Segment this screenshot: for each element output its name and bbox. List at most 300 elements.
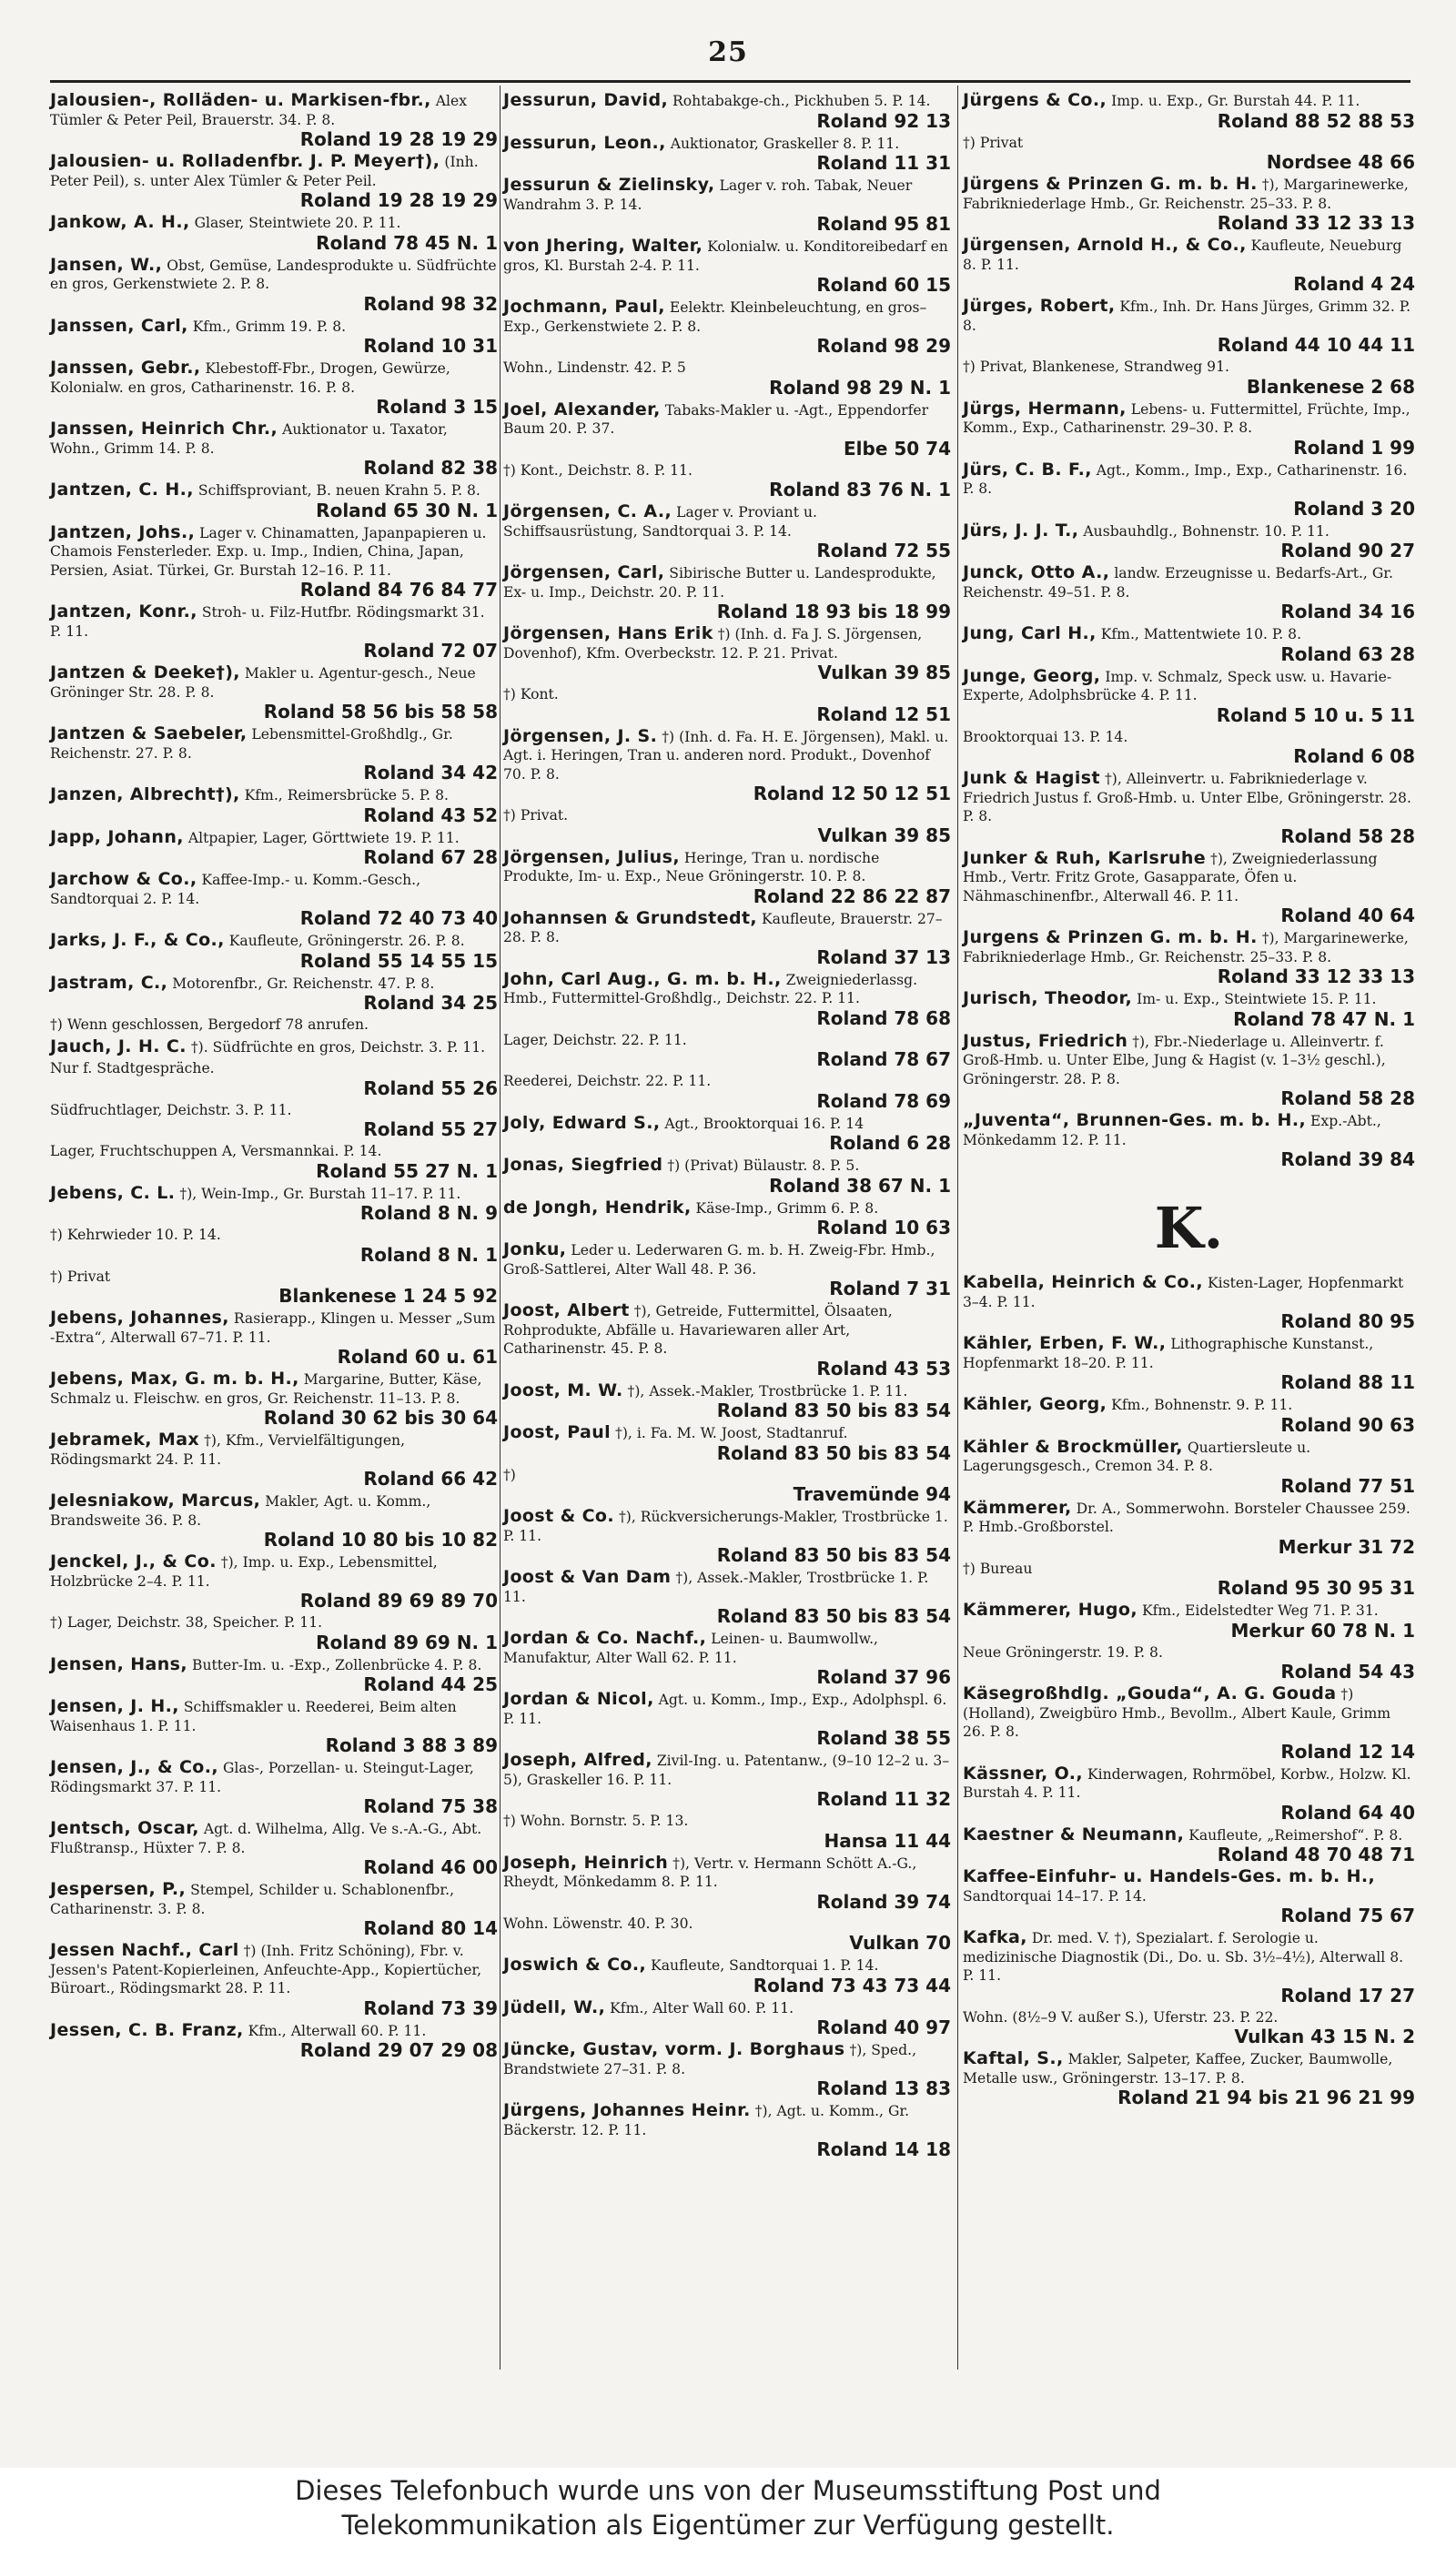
directory-entry xyxy=(503,1854,951,1912)
entry-description: †) Wenn geschlossen, Bergedorf 78 anrufen. xyxy=(50,1016,369,1033)
directory-entry xyxy=(503,1915,951,1954)
footer-line-1: Dieses Telefonbuch wurde uns von der Museumsstiftung Post und xyxy=(295,2475,1161,2506)
entry-description: Altpapier, Lager, Görttwiete 19. P. 11. xyxy=(187,829,460,846)
entry-description: Kfm., Inh. Dr. Hans Jürges, Grimm 32. P. 8. xyxy=(963,298,1411,334)
entry-name: Jörgensen, Hans Erik xyxy=(503,623,713,643)
directory-entry xyxy=(50,1369,498,1428)
entry-phone: Blankenese 2 68 xyxy=(1246,375,1415,398)
entry-name: Junge, Georg, xyxy=(963,665,1101,686)
directory-entry xyxy=(50,317,498,357)
entry-description: Eelektr. Kleinbeleuchtung, en gros–Exp., Gerkenstwiete 2. P. 8. xyxy=(503,299,927,335)
entry-phone: Roland 73 43 73 44 xyxy=(753,1974,951,1996)
entry-description: †) Privat, Blankenese, Strandweg 91. xyxy=(963,359,1229,375)
entry-phone: Roland 98 29 N. 1 xyxy=(769,376,951,399)
entry-name: Jürs, J. J. T., xyxy=(963,520,1079,541)
directory-entry xyxy=(50,213,498,253)
entry-description: Kfm., Reimersbrücke 5. P. 8. xyxy=(244,787,449,803)
directory-entry xyxy=(50,2021,498,2061)
entry-phone: Roland 78 45 N. 1 xyxy=(316,231,498,254)
entry-phone: Roland 89 69 N. 1 xyxy=(316,1631,498,1653)
directory-entry xyxy=(50,724,498,783)
entry-phone: Travemünde 94 xyxy=(793,1483,951,1505)
directory-entry xyxy=(503,848,951,906)
directory-entry xyxy=(503,1751,951,1809)
directory-entry xyxy=(50,1184,498,1224)
entry-description: †), Fbr.-Niederlage u. Alleinvertr. f. Groß-Hmb. u. Unter Elbe, Jung & Hagist (v. 1–3½ geschl.), Gröningerstr. 28. P. 8. xyxy=(963,1033,1386,1087)
entry-name: Jürges, Robert, xyxy=(963,296,1116,316)
directory-entry xyxy=(503,1072,951,1111)
entry-phone: Merkur 60 78 N. 1 xyxy=(1230,1619,1415,1642)
entry-phone: Roland 44 10 44 11 xyxy=(1217,334,1415,356)
directory-entry xyxy=(50,1101,498,1140)
entry-name: Jordan & Nicol, xyxy=(503,1689,654,1709)
entry-phone: Roland 55 26 xyxy=(363,1076,498,1099)
entry-name: Joel, Alexander, xyxy=(503,399,661,419)
entry-description: Alex Tümler & Peter Peil, Brauerstr. 34. P. 8. xyxy=(50,93,468,128)
directory-entry xyxy=(503,359,951,398)
directory-entry xyxy=(50,602,498,661)
entry-name: Jalousien-, Rolläden- u. Markisen-fbr., xyxy=(50,90,431,110)
directory-entry xyxy=(50,1142,498,1181)
entry-description: Agt. u. Komm., Imp., Exp., Adolphspl. 6. P. 11. xyxy=(503,1692,947,1727)
entry-description: Neue Gröningerstr. 19. P. 8. xyxy=(963,1643,1163,1661)
entry-description: Zweigniederlassg. Hmb., Futtermittel-Großhdlg., Deichstr. 22. P. 11. xyxy=(503,971,918,1006)
entry-name: Junker & Ruh, Karlsruhe xyxy=(963,847,1207,868)
entry-name: Jonku, xyxy=(503,1239,567,1259)
entry-description: †), Wein-Imp., Gr. Burstah 11–17. P. 11. xyxy=(179,1185,461,1202)
entry-description: Wohn., Lindenstr. 42. P. 5 xyxy=(503,359,686,376)
directory-entry xyxy=(963,728,1415,767)
entry-phone: Roland 10 31 xyxy=(363,335,498,357)
entry-name: Käsegroßhdlg. „Gouda“, A. G. Gouda xyxy=(963,1683,1337,1703)
entry-name: Joseph, Alfred, xyxy=(503,1750,652,1770)
entry-description: Leder u. Lederwaren G. m. b. H. Zweig-Fbr. Hmb., Groß-Sattlerei, Alter Wall 48. P. 36. xyxy=(503,1242,935,1278)
entry-name: Jüncke, Gustav, vorm. J. Borghaus xyxy=(503,2039,845,2059)
entry-name: Jörgensen, Carl, xyxy=(503,562,665,582)
entry-phone: Roland 83 50 bis 83 54 xyxy=(716,1400,951,1421)
directory-entry xyxy=(503,1956,951,1996)
entry-description: †), Alleinvertr. u. Fabrikniederlage v. Friedrich Justus f. Groß-Hmb. u. Unter Elbe, Gröningerstr. 28. P. 8. xyxy=(963,771,1411,824)
entry-description: Lager v. roh. Tabak, Neuer Wandrahm 3. P. 14. xyxy=(503,177,913,213)
entry-phone: Roland 11 32 xyxy=(816,1788,951,1810)
entry-phone: Roland 10 63 xyxy=(816,1217,951,1238)
entry-name: Jessen Nachf., Carl xyxy=(50,1940,239,1960)
entry-phone: Roland 54 43 xyxy=(1280,1661,1415,1683)
directory-entry xyxy=(963,769,1415,846)
directory-entry xyxy=(503,1114,951,1154)
entry-description: †), i. Fa. M. W. Joost, Stadtanruf. xyxy=(615,1425,848,1441)
entry-phone: Roland 75 38 xyxy=(363,1795,498,1817)
entry-description: Wohn. (8½–9 V. außer S.), Uferstr. 23. P. 22. xyxy=(963,2008,1279,2026)
entry-name: Kähler, Georg, xyxy=(963,1394,1107,1414)
entry-phone: Roland 77 51 xyxy=(1280,1474,1415,1497)
entry-phone: Roland 13 83 xyxy=(816,2077,951,2099)
entry-name: Kähler, Erben, F. W., xyxy=(963,1333,1167,1353)
entry-description: †), Vertr. v. Hermann Schött A.-G., Rheydt, Mönkedamm 8. P. 11. xyxy=(503,1855,917,1890)
entry-description: Kfm., Grimm 19. P. 8. xyxy=(192,318,347,335)
entry-name: Kaestner & Neumann, xyxy=(963,1824,1185,1844)
entry-phone: Vulkan 39 85 xyxy=(817,662,951,683)
entry-description: †), Assek.-Makler, Trostbrücke 1. P. 11. xyxy=(503,1570,929,1605)
directory-entry xyxy=(50,1941,498,2018)
entry-phone: Roland 46 00 xyxy=(363,1856,498,1878)
directory-entry xyxy=(963,297,1415,355)
entry-name: Japp, Johann, xyxy=(50,826,184,847)
entry-phone: Roland 58 28 xyxy=(1280,1087,1415,1109)
entry-name: Jensen, J., & Co., xyxy=(50,1757,218,1777)
entry-description: Schiffsmakler u. Reederei, Beim alten Waisenhaus 1. P. 11. xyxy=(50,1699,457,1734)
directory-entry xyxy=(503,1031,951,1070)
entry-phone: Roland 72 40 73 40 xyxy=(299,907,498,929)
entry-description: †) (Inh. d. Fa J. S. Jörgensen, Dovenhof), Kfm. Overbeckstr. 12. P. 21. Privat. xyxy=(503,626,923,662)
directory-entry xyxy=(963,1499,1415,1557)
entry-description: Lithographische Kunstanst., Hopfenmarkt 18–20. P. 11. xyxy=(963,1336,1374,1371)
directory-entry xyxy=(503,237,951,295)
entry-description: Lager, Fruchtschuppen A, Versmannkai. P. 14. xyxy=(50,1143,382,1159)
column-3 xyxy=(963,91,1415,2110)
directory-entry xyxy=(503,1301,951,1379)
entry-description: Quartiersleute u. Lagerungsgesch., Cremon 34. P. 8. xyxy=(963,1439,1311,1474)
entry-name: Kämmerer, Hugo, xyxy=(963,1600,1138,1620)
entry-description: Agt. d. Wilhelma, Allg. Ve s.-A.-G., Abt. Flußtransp., Hüxter 7. P. 8. xyxy=(50,1821,482,1856)
entry-phone: Roland 12 51 xyxy=(816,702,951,725)
entry-description: Kfm., Alterwall 60. P. 11. xyxy=(248,2022,427,2039)
entry-name: Jauch, J. H. C. xyxy=(50,1036,187,1056)
entry-description: Lager v. Proviant u. Schiffsausrüstung, Sandtorquai 3. P. 14. xyxy=(503,504,817,540)
directory-entry xyxy=(50,91,498,149)
entry-phone: Roland 37 96 xyxy=(816,1666,951,1688)
entry-description: Kisten-Lager, Hopfenmarkt 3–4. P. 11. xyxy=(963,1275,1404,1310)
entry-phone: Roland 80 14 xyxy=(363,1917,498,1939)
entry-phone: Vulkan 39 85 xyxy=(817,824,951,846)
entry-description: †) Bureau xyxy=(963,1560,1033,1577)
directory-entry xyxy=(963,1438,1415,1496)
directory-entry xyxy=(963,1601,1415,1641)
entry-phone: Roland 33 12 33 13 xyxy=(1217,965,1415,987)
entry-description: †), Rückversicherungs-Makler, Trostbrücke 1. P. 11. xyxy=(503,1509,948,1544)
entry-phone: Roland 58 28 xyxy=(1280,824,1415,847)
entry-description: Glaser, Steintwiete 20. P. 11. xyxy=(194,215,401,231)
entry-description: Makler, Salpeter, Kaffee, Zucker, Baumwolle, Metalle usw., Gröningerstr. 13–17. P. 8. xyxy=(963,2051,1393,2087)
entry-name: Jürgens & Co., xyxy=(963,90,1107,110)
entry-phone: Roland 19 28 19 29 xyxy=(299,189,498,211)
entry-description: †) (Privat) Bülaustr. 8. P. 5. xyxy=(667,1157,860,1174)
entry-description: Kaufleute, Neueburg 8. P. 11. xyxy=(963,238,1402,273)
directory-entry xyxy=(963,624,1415,664)
entry-phone: Roland 55 27 N. 1 xyxy=(316,1159,498,1182)
directory-entry xyxy=(50,1819,498,1877)
entry-description: Lager, Deichstr. 22. P. 11. xyxy=(503,1031,687,1048)
entry-phone: Roland 40 97 xyxy=(816,2016,951,2038)
directory-entry xyxy=(963,521,1415,561)
entry-name: Joost, Paul xyxy=(503,1422,612,1442)
entry-description: Lebensmittel-Großhdlg., Gr. Reichenstr. 27. P. 8. xyxy=(50,726,453,762)
entry-name: Jörgensen, C. A., xyxy=(503,501,672,521)
directory-entry xyxy=(963,460,1415,519)
directory-entry xyxy=(503,2040,951,2098)
entry-phone: Roland 84 76 84 77 xyxy=(299,579,498,601)
entry-phone: Roland 39 84 xyxy=(1280,1148,1415,1170)
directory-entry xyxy=(963,1111,1415,1169)
entry-phone: Roland 65 30 N. 1 xyxy=(316,499,498,521)
entry-phone: Roland 43 53 xyxy=(816,1357,951,1380)
entry-description: Nur f. Stadtgespräche. xyxy=(50,1060,215,1076)
entry-phone: Roland 58 56 bis 58 58 xyxy=(263,701,498,723)
entry-description: Leinen- u. Baumwollw., Manufaktur, Alter Wall 62. P. 11. xyxy=(503,1631,878,1666)
entry-description: Lager v. Chinamatten, Japanpapieren u. Chamois Fensterleder. Exp. u. Imp., Indien, China, Japan, Persien, Asiat. Türkei, Gr. Burstah 12–16. P. 11. xyxy=(50,524,487,579)
directory-entry xyxy=(50,152,498,210)
entry-phone: Roland 83 50 bis 83 54 xyxy=(716,1544,951,1566)
directory-entry xyxy=(503,624,951,682)
entry-phone: Roland 34 42 xyxy=(363,762,498,783)
entry-phone: Blankenese 1 24 5 92 xyxy=(278,1285,498,1307)
directory-entry xyxy=(50,1309,498,1367)
entry-phone: Roland 44 25 xyxy=(363,1673,498,1695)
entry-description: Kaufleute, „Reimershof“. P. 8. xyxy=(1188,1826,1403,1844)
entry-phone: Roland 89 69 89 70 xyxy=(299,1590,498,1612)
entry-phone: Vulkan 70 xyxy=(849,1932,951,1954)
entry-phone: Roland 3 20 xyxy=(1293,497,1415,520)
entry-name: Jensen, Hans, xyxy=(50,1653,188,1674)
entry-description: Reederei, Deichstr. 22. P. 11. xyxy=(503,1073,712,1089)
entry-description: (Inh. Peter Peil), s. unter Alex Tümler & Peter Peil. xyxy=(50,154,479,189)
entry-name: Jankow, A. H., xyxy=(50,212,190,232)
entry-name: Jebens, Johannes, xyxy=(50,1308,229,1328)
entry-phone: Roland 75 67 xyxy=(1280,1905,1415,1926)
entry-name: Jurisch, Theodor, xyxy=(963,988,1133,1008)
directory-entry xyxy=(50,1268,498,1307)
entry-description: Zivil-Ing. u. Patentanw., (9–10 12–2 u. 3–5), Graskeller 16. P. 11. xyxy=(503,1753,950,1788)
directory-entry xyxy=(503,2101,951,2159)
directory-entry xyxy=(963,1273,1415,1331)
entry-description: †) Privat xyxy=(50,1268,111,1285)
entry-name: Jessen, C. B. Franz, xyxy=(50,2019,244,2040)
entry-name: de Jongh, Hendrik, xyxy=(503,1197,692,1218)
entry-phone: Roland 60 15 xyxy=(816,274,951,296)
entry-name: Jentsch, Oscar, xyxy=(50,1818,199,1838)
entry-description: Agt., Komm., Imp., Exp., Catharinenstr. 16. P. 8. xyxy=(963,461,1408,497)
entry-phone: Roland 98 29 xyxy=(816,335,951,357)
entry-phone: Roland 22 86 22 87 xyxy=(753,884,951,907)
directory-entry xyxy=(50,1016,498,1035)
entry-name: Kähler & Brockmüller, xyxy=(963,1436,1183,1457)
entry-description: †) (Holland), Zweigbüro Hmb., Bevollm., Albert Kaule, Grimm 26. P. 8. xyxy=(963,1686,1391,1740)
entry-name: Jebens, Max, G. m. b. H., xyxy=(50,1369,299,1389)
entry-description: Tabaks-Makler u. -Agt., Eppendorfer Baum 20. P. 37. xyxy=(503,401,929,437)
directory-entry xyxy=(503,502,951,561)
entry-name: Joost, Albert xyxy=(503,1300,630,1320)
entry-name: Joost & Van Dam xyxy=(503,1567,672,1587)
entry-description: †) Wohn. Bornstr. 5. P. 13. xyxy=(503,1813,689,1829)
directory-entry xyxy=(963,358,1415,397)
directory-entry xyxy=(963,1684,1415,1762)
entry-description: †) (Inh. Fritz Schöning), Fbr. v. Jessen's Patent-Kopierleinen, Anfeuchte-App., Kopiertücher, Büroart., Rödingsmarkt 28. P. 11. xyxy=(50,1943,482,1996)
entry-phone: Roland 10 80 bis 10 82 xyxy=(263,1529,498,1551)
entry-description: landw. Erzeugnisse u. Bedarfs-Art., Gr. Reichenstr. 49–51. P. 8. xyxy=(963,565,1393,601)
directory-entry xyxy=(50,359,498,417)
entry-description: Auktionator, Graskeller 8. P. 11. xyxy=(670,135,900,152)
entry-description: †). Südfrüchte en gros, Deichstr. 3. P. 11. xyxy=(190,1038,486,1056)
entry-phone: Roland 98 32 xyxy=(363,292,498,315)
directory-entry xyxy=(963,1764,1415,1823)
entry-phone: Roland 78 68 xyxy=(816,1006,951,1029)
entry-name: Kässner, O., xyxy=(963,1763,1083,1784)
directory-entry xyxy=(503,1812,951,1851)
directory-entry xyxy=(50,931,498,971)
entry-description: Sibirische Butter u. Landesprodukte, Ex- u. Imp., Deichstr. 20. P. 11. xyxy=(503,565,936,601)
entry-description: †), Agt. u. Komm., Gr. Bäckerstr. 12. P. 11. xyxy=(503,2103,910,2138)
entry-phone: Roland 67 28 xyxy=(363,846,498,868)
entry-phone: Roland 1 99 xyxy=(1293,436,1415,459)
directory-entry xyxy=(963,2008,1415,2047)
entry-name: John, Carl Aug., G. m. b. H., xyxy=(503,968,782,989)
entry-phone: Roland 83 50 bis 83 54 xyxy=(716,1441,951,1464)
directory-entry xyxy=(503,1423,951,1463)
directory-entry xyxy=(963,1928,1415,2006)
directory-entry xyxy=(963,1825,1415,1865)
directory-entry xyxy=(50,1613,498,1652)
entry-phone: Roland 37 13 xyxy=(816,945,951,968)
column-3-j-entries xyxy=(963,91,1415,1169)
entry-name: Jürgens & Prinzen G. m. b. H. xyxy=(963,174,1258,194)
directory-entry xyxy=(963,1395,1415,1435)
entry-name: Jüdell, W., xyxy=(503,1996,606,2017)
directory-entry xyxy=(963,134,1415,173)
entry-description: Auktionator u. Taxator, Wohn., Grimm 14. P. 8. xyxy=(50,421,448,457)
entry-phone: Roland 12 14 xyxy=(1280,1740,1415,1763)
entry-name: Joost & Co. xyxy=(503,1506,614,1526)
entry-name: Jürgs, Hermann, xyxy=(963,398,1127,419)
directory-entry xyxy=(50,1226,498,1265)
footer-line-2: Telekommunikation als Eigentümer zur Verfügung gestellt. xyxy=(341,2510,1115,2541)
directory-entry xyxy=(503,91,951,131)
entry-name: Jörgensen, Julius, xyxy=(503,846,680,867)
entry-name: Jantzen, Konr., xyxy=(50,601,197,622)
entry-description: Kaufleute, Brauerstr. 27–28. P. 8. xyxy=(503,910,943,945)
directory-entry xyxy=(50,1037,498,1057)
entry-name: Jespersen, P., xyxy=(50,1879,187,1899)
directory-entry xyxy=(963,236,1415,294)
entry-phone: Roland 19 28 19 29 xyxy=(299,128,498,150)
entry-phone: Roland 60 u. 61 xyxy=(337,1346,498,1368)
directory-entry xyxy=(963,667,1415,725)
directory-entry xyxy=(963,1032,1415,1109)
directory-entry xyxy=(50,1697,498,1755)
entry-name: Janzen, Albrecht†), xyxy=(50,784,240,804)
entry-description: †), Zweigniederlassung Hmb., Vertr. Fritz Grote, Gasapparate, Öfen u. Nähmaschinenfbr., Alterwall 46. P. 11. xyxy=(963,850,1378,905)
entry-phone: Roland 64 40 xyxy=(1280,1801,1415,1824)
entry-phone: Roland 11 31 xyxy=(816,152,951,174)
entry-description: †) Privat. xyxy=(503,807,569,824)
entry-description: Stroh- u. Filz-Hutfbr. Rödingsmarkt 31. P. 11. xyxy=(50,604,485,640)
directory-entry xyxy=(503,1466,951,1505)
entry-name: Jebens, C. L. xyxy=(50,1182,176,1203)
page-number: 25 xyxy=(708,36,748,68)
entry-phone: Roland 6 28 xyxy=(829,1132,951,1154)
entry-name: Joly, Edward S., xyxy=(503,1112,661,1133)
directory-entry xyxy=(963,399,1415,458)
entry-phone: Roland 80 95 xyxy=(1280,1310,1415,1332)
entry-phone: Roland 33 12 33 13 xyxy=(1217,212,1415,234)
entry-name: Janssen, Heinrich Chr., xyxy=(50,419,278,439)
entry-phone: Roland 43 52 xyxy=(363,803,498,826)
directory-entry xyxy=(503,1156,951,1196)
entry-description: Ausbauhdlg., Bohnenstr. 10. P. 11. xyxy=(1083,522,1330,540)
directory-entry xyxy=(503,685,951,724)
directory-entry xyxy=(50,256,498,314)
directory-entry xyxy=(503,1381,951,1421)
entry-name: Kafka, xyxy=(963,1927,1027,1947)
entry-description: Wohn. Löwenstr. 40. P. 30. xyxy=(503,1915,693,1932)
entry-description: Kfm., Bohnenstr. 9. P. 11. xyxy=(1111,1397,1293,1413)
entry-phone: Roland 78 47 N. 1 xyxy=(1233,1007,1415,1030)
column-3-k-entries xyxy=(963,1273,1415,2107)
entry-name: Joseph, Heinrich xyxy=(503,1852,669,1873)
entry-name: Janssen, Carl, xyxy=(50,315,188,336)
directory-entry xyxy=(50,419,498,478)
directory-entry xyxy=(503,806,951,845)
entry-name: Jarks, J. F., & Co., xyxy=(50,930,225,950)
directory-entry xyxy=(503,1507,951,1565)
entry-name: Jantzen & Deeke†), xyxy=(50,662,240,682)
entry-description: Sandtorquai 14–17. P. 14. xyxy=(963,1887,1147,1905)
entry-phone: Roland 39 74 xyxy=(816,1890,951,1913)
entry-description: Agt., Brooktorquai 16. P. 14 xyxy=(664,1115,864,1132)
entry-description: †), Margarinewerke, Fabrikniederlage Hmb., Gr. Reichenstr. 25–33. P. 8. xyxy=(963,177,1409,212)
entry-description: Kolonialw. u. Konditoreibedarf en gros, Kl. Burstah 2-4. P. 11. xyxy=(503,238,948,274)
entry-name: Jürgens, Johannes Heinr. xyxy=(503,2100,751,2120)
directory-entry xyxy=(963,928,1415,986)
entry-name: Jenckel, J., & Co. xyxy=(50,1551,217,1572)
entry-description: †) xyxy=(503,1466,516,1483)
entry-phone: Roland 88 52 88 53 xyxy=(1217,109,1415,132)
entry-description: †), Margarinewerke, Fabrikniederlage Hmb., Gr. Reichenstr. 25–33. P. 8. xyxy=(963,930,1409,965)
entry-description: Makler u. Agentur-gesch., Neue Gröninger Str. 28. P. 8. xyxy=(50,665,476,701)
directory-entry xyxy=(503,1998,951,2038)
entry-name: Jessurun & Zielinsky, xyxy=(503,175,715,195)
entry-description: Glas-, Porzellan- u. Steingut-Lager, Rödingsmarkt 37. P. 11. xyxy=(50,1760,474,1795)
entry-phone: Roland 38 55 xyxy=(816,1727,951,1749)
entry-description: †) Lager, Deichstr. 38, Speicher. P. 11. xyxy=(50,1614,323,1631)
entry-description: †) Kont., Deichstr. 8. P. 11. xyxy=(503,461,693,479)
entry-phone: Roland 78 67 xyxy=(816,1048,951,1070)
entry-description: Dr. med. V. †), Spezialart. f. Serologie u. medizinische Diagnostik (Di., Do. u. Sb. 3½–4½), Alterwall 8. P. 11. xyxy=(963,1930,1404,1984)
entry-phone: Roland 83 76 N. 1 xyxy=(769,479,951,500)
entry-phone: Roland 40 64 xyxy=(1280,905,1415,926)
directory-entry xyxy=(50,1430,498,1489)
entry-name: Jonas, Siegfried xyxy=(503,1155,663,1175)
entry-name: Jastram, C., xyxy=(50,972,168,993)
entry-description: †) Kont. xyxy=(503,686,559,702)
entry-name: von Jhering, Walter, xyxy=(503,236,703,256)
directory-entry xyxy=(503,298,951,356)
entry-phone: Roland 90 27 xyxy=(1280,540,1415,561)
entry-phone: Nordsee 48 66 xyxy=(1266,151,1415,173)
directory-entry xyxy=(963,563,1415,622)
directory-entry xyxy=(503,909,951,967)
entry-name: Jensen, J. H., xyxy=(50,1696,179,1716)
directory-entry xyxy=(963,1560,1415,1599)
entry-description: Im- u. Exp., Steintwiete 15. P. 11. xyxy=(1137,991,1377,1007)
entry-phone: Roland 7 31 xyxy=(829,1278,951,1299)
entry-phone: Roland 55 27 xyxy=(363,1118,498,1140)
entry-description: Imp. v. Schmalz, Speck usw. u. Havarie-Experte, Adolphsbrücke 4. P. 11. xyxy=(963,668,1392,703)
entry-phone: Roland 55 14 55 15 xyxy=(299,949,498,972)
directory-entry xyxy=(503,563,951,622)
entry-description: Heringe, Tran u. nordische Produkte, Im- u. Exp., Neue Gröningerstr. 10. P. 8. xyxy=(503,849,880,884)
section-letter: K. xyxy=(1154,1195,1224,1261)
entry-name: Kaffee-Einfuhr- u. Handels-Ges. m. b. H., xyxy=(963,1866,1376,1886)
